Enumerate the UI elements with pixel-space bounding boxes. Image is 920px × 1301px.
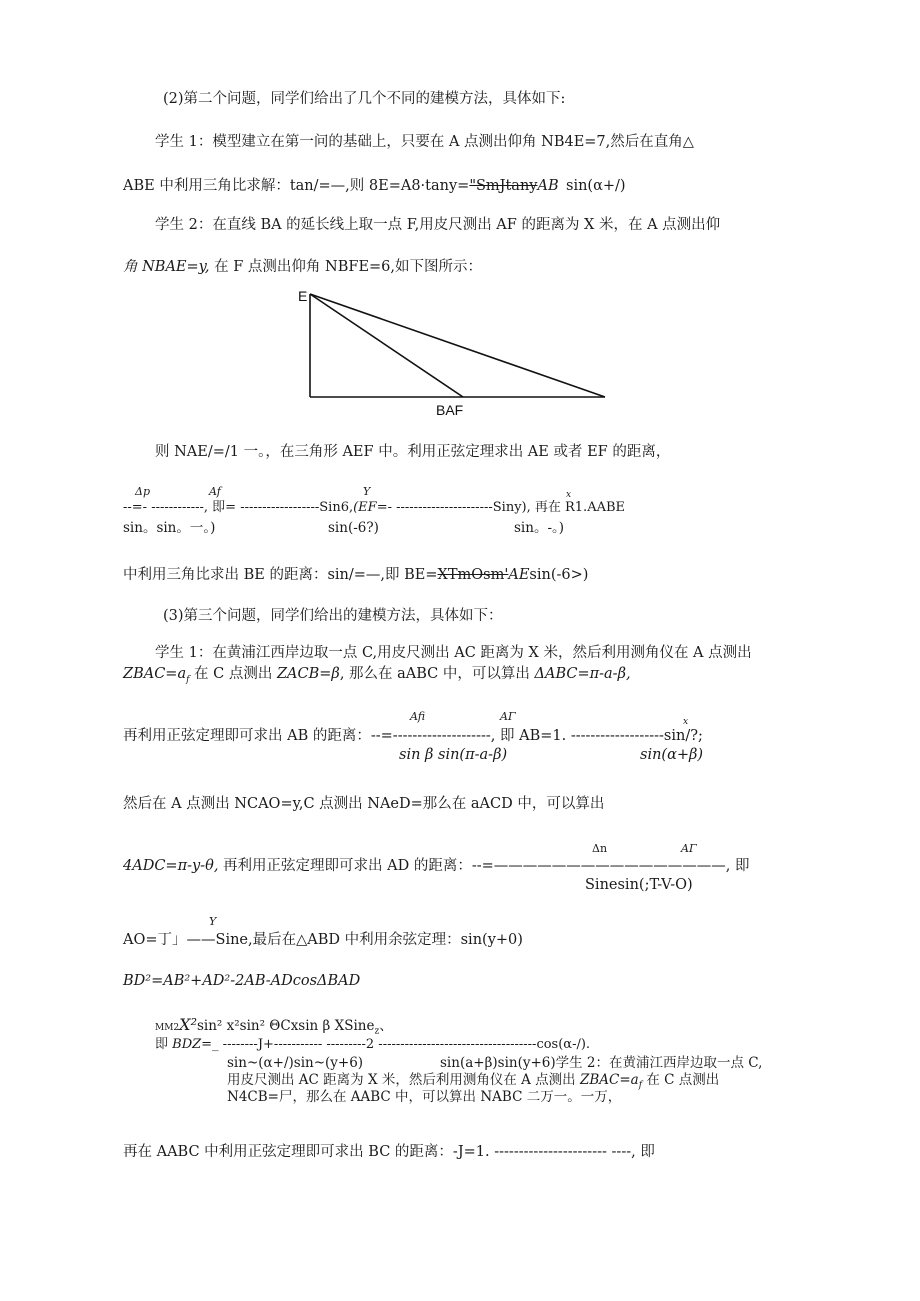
- f1-num-4: x: [566, 490, 572, 500]
- f5-line-4: N4CB=尸，那么在 AABC 中，可以算出 NABC 二万一。一万，: [227, 1089, 622, 1105]
- f2-den-1: sin β sin(π-a-β): [399, 747, 508, 763]
- f5-l1-a: 即: [155, 1037, 173, 1052]
- paragraph-3-angles: [123, 665, 631, 689]
- f5-l1-b: BDZ=_: [172, 1037, 219, 1052]
- tan-strike: "SmJtany: [469, 178, 538, 194]
- f3-line-a: 4ADC=π-y-θ,: [123, 858, 219, 874]
- paragraph-acd: 然后在 A 点测出 NCAO=y,C 点测出 NAeD=那么在 aACD 中，可以算出: [123, 796, 605, 812]
- angle-acb: ZACB=β: [276, 666, 340, 682]
- f3-num-1: Δn: [592, 842, 608, 855]
- f1-line-b: (EF=-: [353, 500, 392, 515]
- f3-line: [123, 857, 750, 875]
- paragraph-be: [123, 566, 588, 584]
- f1-den-2: sin(-6?): [328, 520, 379, 536]
- cosine-law: BD²=AB²+AD²-2AB-ADcosΔBAD: [123, 973, 361, 989]
- f5-l3-d: 在 C 点测出: [642, 1072, 720, 1088]
- be-sin: sin(-6>): [529, 567, 589, 583]
- paragraph-student1: 学生 1：模型建立在第一问的基础上，只要在 A 点测出仰角 NB4E=7,然后在直角△: [155, 134, 694, 150]
- angle-bac-sub: f: [186, 674, 190, 685]
- f5-line-2b: sin(a+β)sin(y+6)学生 2：在黄浦江西岸边取一点 C,: [440, 1055, 763, 1071]
- f3-line-b: 再利用正弦定理即可求出 AD 的距离：--=————————————————, 即: [218, 858, 750, 874]
- angle-c-text: 在 C 点测出: [189, 666, 277, 682]
- paragraph-bc: 再在 AABC 中利用正弦定理即可求出 BC 的距离：-J=1. ----------------------- ----, 即: [123, 1144, 655, 1160]
- f5-line-1: [155, 1036, 590, 1054]
- f1-num-2: Af: [209, 485, 221, 498]
- figure-label-e: E: [298, 288, 308, 304]
- triangle-figure: [296, 282, 616, 422]
- f4-line: AO=丁」——Sine,最后在△ABD 中利用余弦定理：sin(y+0): [123, 932, 523, 948]
- be-ae: AE: [508, 567, 530, 583]
- f1-line: [123, 499, 625, 517]
- angle-italic: 角 NBAE=y,: [123, 259, 210, 275]
- f5-l3-a: 用皮尺测出 AC 距离为 X 米，然后利用测角仪在 A 点测出: [227, 1072, 580, 1088]
- f5-l1-c: --------J+----------- ---------2 ------------------------------------cos(α-/).: [218, 1037, 591, 1052]
- f5-l3-b: ZBAC=a: [579, 1072, 639, 1088]
- paragraph-3-intro: (3)第三个问题，同学们给出的建模方法，具体如下：: [163, 608, 503, 624]
- figure-line-ea: [310, 294, 463, 397]
- angle-abc-text: , 那么在 aABC 中，可以算出: [339, 666, 535, 682]
- f5-top-e: 、: [379, 1018, 393, 1034]
- figure-line-ef: [310, 294, 605, 397]
- f1-den-3: sin。-。): [514, 520, 565, 536]
- angle-abc: ΔABC=π-a-β,: [534, 666, 631, 682]
- tan-denominator: sin(α+/): [566, 178, 626, 194]
- tan-ab: AB: [537, 178, 559, 194]
- tan-text: ABE 中利用三角比求解：tan/=—,则 8E=A8·tany=: [123, 178, 470, 194]
- paragraph-3-student1: 学生 1：在黄浦江西岸边取一点 C,用皮尺测出 AC 距离为 X 米，然后利用测角仪在 A 点测出: [155, 645, 752, 661]
- f2-num-1: Afi: [410, 710, 426, 723]
- angle-text: 在 F 点测出仰角 NBFE=6,如下图所示：: [209, 259, 483, 275]
- f3-den: Sinesin(;T-V-O): [585, 877, 693, 893]
- f5-top-b: X²: [179, 1015, 197, 1034]
- f1-den-1: sin。sin。一。): [123, 520, 216, 536]
- f3-num-2: AΓ: [681, 842, 697, 855]
- f1-num-1: Δp: [135, 485, 150, 498]
- be-text: 中利用三角比求出 BE 的距离：sin/=—,即 BE=: [123, 567, 438, 583]
- paragraph-aef: 则 NAE/=/1 一。，在三角形 AEF 中。利用正弦定理求出 AE 或者 EF 的距离，: [155, 444, 671, 460]
- f1-num-3: Y: [363, 485, 371, 498]
- f2-den-2: sin(α+β): [640, 747, 704, 763]
- be-strike: XTmOsm': [437, 567, 509, 583]
- f1-line-c: ----------------------Siny), 再在 R1.AABE: [391, 500, 626, 515]
- f5-top-c: sin² x²sin² ΘCxsin β XSine: [196, 1018, 375, 1034]
- f2-num-3: x: [683, 717, 689, 727]
- paragraph-angle: [123, 258, 482, 276]
- paragraph-student2: 学生 2：在直线 BA 的延长线上取一点 F,用皮尺测出 AF 的距离为 X 米，在 A 点测出仰: [155, 217, 721, 233]
- f5-top-a: MM2: [155, 1023, 180, 1033]
- paragraph-2-intro: (2)第二个问题，同学们给出了几个不同的建模方法，具体如下:: [163, 91, 566, 107]
- f4-num: Y: [209, 915, 217, 928]
- angle-bac: ZBAC=a: [123, 666, 187, 682]
- f2-line: 再利用正弦定理即可求出 AB 的距离：--=--------------------, 即 AB=1. -------------------sin/?;: [123, 728, 703, 744]
- f5-top-d: z: [374, 1026, 380, 1037]
- f1-line-a: --=- ------------, 即= ------------------Sin6,: [123, 500, 354, 515]
- paragraph-tan-solution: [123, 177, 559, 195]
- f5-l3-c: f: [638, 1080, 643, 1091]
- f2-num-2: AΓ: [500, 710, 516, 723]
- f5-line-2a: sin~(α+/)sin~(y+6): [227, 1055, 364, 1071]
- figure-label-baf: BAF: [436, 402, 464, 418]
